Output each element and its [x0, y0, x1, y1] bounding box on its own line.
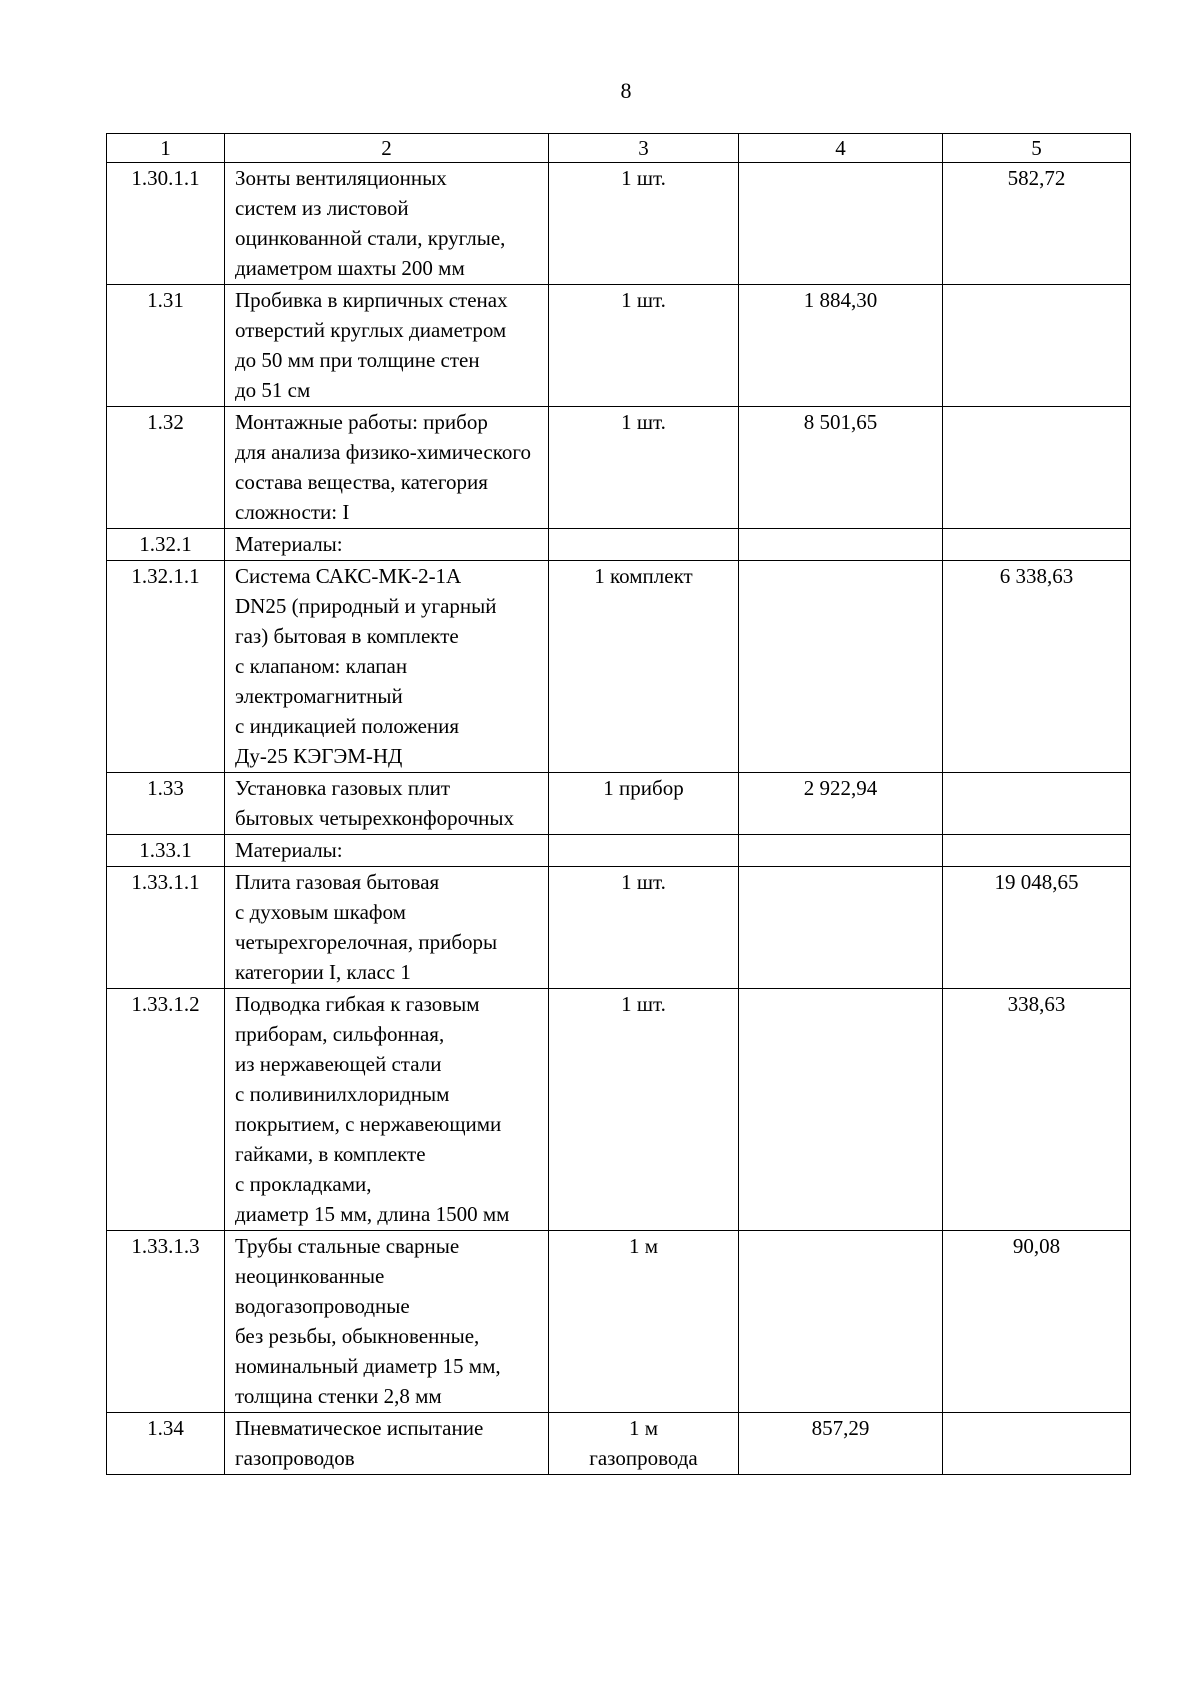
work-price-cell: [739, 773, 943, 835]
item-description-line: категории I, класс 1: [235, 960, 411, 984]
item-description-cell: [225, 773, 549, 835]
work-price-cell: [739, 835, 943, 867]
item-description-line: Пневматическое испытание: [235, 1416, 484, 1440]
item-code: 1.30.1.1: [131, 166, 200, 190]
item-code: 1.33.1.1: [131, 870, 200, 894]
item-description-line: Пробивка в кирпичных стенах: [235, 288, 508, 312]
item-description-line: для анализа физико-химического: [235, 440, 531, 464]
item-code: 1.33.1.3: [131, 1234, 200, 1258]
item-description-line: отверстий круглых диаметром: [235, 318, 507, 342]
item-unit-cell: [549, 529, 739, 561]
item-description-line: Установка газовых плит: [235, 776, 451, 800]
item-unit: 1 прибор: [603, 776, 684, 800]
work-price: 2 922,94: [803, 776, 878, 800]
work-price-cell: [739, 561, 943, 773]
item-description-line: гайками, в комплекте: [235, 1142, 426, 1166]
material-price-cell: [943, 835, 1131, 867]
item-description-line: с поливинилхлоридным: [235, 1082, 450, 1106]
item-unit-cell: [549, 407, 739, 529]
material-price-cell: [943, 773, 1131, 835]
table-row: [107, 561, 1131, 773]
work-price: 8 501,65: [803, 410, 878, 434]
item-unit-cell: [549, 867, 739, 989]
item-description-line: без резьбы, обыкновенные,: [235, 1324, 480, 1348]
item-code-cell: [107, 835, 225, 867]
table-body: [107, 163, 1131, 1475]
item-description-line: сложности: I: [235, 500, 350, 524]
material-price: 6 338,63: [999, 564, 1074, 588]
item-unit-cell: [549, 561, 739, 773]
item-code-cell: [107, 1231, 225, 1413]
work-price: 857,29: [811, 1416, 870, 1440]
material-price-cell: [943, 561, 1131, 773]
item-code: 1.32.1.1: [131, 564, 200, 588]
item-code: 1.33.1: [139, 838, 192, 862]
item-description-line: неоцинкованные: [235, 1264, 385, 1288]
item-unit-cell: [549, 773, 739, 835]
item-description-cell: [225, 163, 549, 285]
table-header-row: [107, 134, 1131, 163]
item-description-line: с индикацией положения: [235, 714, 460, 738]
work-price-cell: [739, 1413, 943, 1475]
item-description-cell: [225, 1231, 549, 1413]
work-price: 1 884,30: [803, 288, 878, 312]
item-description-line: с клапаном: клапан: [235, 654, 408, 678]
item-description-line: из нержавеющей стали: [235, 1052, 442, 1076]
column-header: 4: [739, 134, 943, 163]
item-description-line: Ду-25 КЭГЭМ-НД: [235, 744, 403, 768]
item-code-cell: [107, 407, 225, 529]
item-unit-cell: [549, 835, 739, 867]
item-description-cell: [225, 407, 549, 529]
material-price-cell: [943, 867, 1131, 989]
item-description-cell: [225, 285, 549, 407]
item-unit: 1 шт.: [621, 870, 666, 894]
material-price-cell: [943, 989, 1131, 1231]
item-unit: 1 комплект: [594, 564, 693, 588]
item-code-cell: [107, 773, 225, 835]
item-description-cell: [225, 867, 549, 989]
material-price-cell: [943, 407, 1131, 529]
item-code-cell: [107, 561, 225, 773]
item-code: 1.34: [147, 1416, 184, 1440]
table-row: [107, 773, 1131, 835]
material-price-cell: [943, 529, 1131, 561]
item-unit: 1 м: [628, 1234, 659, 1258]
work-price-cell: [739, 1231, 943, 1413]
item-description-line: диаметр 15 мм, длина 1500 мм: [235, 1202, 510, 1226]
material-price-cell: [943, 1231, 1131, 1413]
item-description-line: электромагнитный: [235, 684, 403, 708]
column-header: 3: [549, 134, 739, 163]
material-price-cell: [943, 285, 1131, 407]
item-description-cell: [225, 561, 549, 773]
work-price-cell: [739, 529, 943, 561]
table-row: [107, 989, 1131, 1231]
table-row: [107, 867, 1131, 989]
item-description-line: с духовым шкафом: [235, 900, 406, 924]
item-description-line: газопроводов: [235, 1446, 355, 1470]
item-unit: 1 шт.: [621, 992, 666, 1016]
item-code-cell: [107, 1413, 225, 1475]
work-price-cell: [739, 407, 943, 529]
material-price: 90,08: [1012, 1234, 1061, 1258]
item-description-line: Трубы стальные сварные: [235, 1234, 460, 1258]
item-description-line: газ) бытовая в комплекте: [235, 624, 459, 648]
item-description-line: приборам, сильфонная,: [235, 1022, 445, 1046]
work-price-cell: [739, 989, 943, 1231]
table-row: [107, 529, 1131, 561]
item-code-cell: [107, 285, 225, 407]
item-description-line: толщина стенки 2,8 мм: [235, 1384, 442, 1408]
item-description-line: покрытием, с нержавеющими: [235, 1112, 502, 1136]
material-price-cell: [943, 1413, 1131, 1475]
table-row: [107, 1231, 1131, 1413]
item-description-line: состава вещества, категория: [235, 470, 488, 494]
item-description-cell: [225, 529, 549, 561]
table-row: [107, 1413, 1131, 1475]
item-description-cell: [225, 989, 549, 1231]
item-description-line: номинальный диаметр 15 мм,: [235, 1354, 501, 1378]
item-unit-cell: [549, 285, 739, 407]
item-description-line: четырехгорелочная, приборы: [235, 930, 498, 954]
item-description-line: Подводка гибкая к газовым: [235, 992, 480, 1016]
item-description-line: диаметром шахты 200 мм: [235, 256, 465, 280]
item-description-line: Материалы:: [235, 532, 343, 556]
table-row: [107, 407, 1131, 529]
item-description-line: систем из листовой: [235, 196, 409, 220]
item-unit-cell: [549, 989, 739, 1231]
page-number: 8: [620, 78, 632, 103]
material-price: 582,72: [1007, 166, 1066, 190]
item-code: 1.32: [147, 410, 184, 434]
column-header: 2: [225, 134, 549, 163]
item-code: 1.31: [147, 288, 184, 312]
item-description-line: Монтажные работы: прибор: [235, 410, 488, 434]
work-price-cell: [739, 285, 943, 407]
price-table: [106, 133, 1131, 1475]
work-price-cell: [739, 867, 943, 989]
item-unit: 1 шт.: [621, 410, 666, 434]
item-unit-cell: [549, 1413, 739, 1475]
column-header: 1: [107, 134, 225, 163]
work-price-cell: [739, 163, 943, 285]
item-unit-cell: [549, 163, 739, 285]
table-row: [107, 285, 1131, 407]
material-price-cell: [943, 163, 1131, 285]
item-description-line: до 51 см: [235, 378, 311, 402]
item-description-line: оцинкованной стали, круглые,: [235, 226, 506, 250]
item-unit: 1 шт.: [621, 166, 666, 190]
item-code: 1.32.1: [139, 532, 192, 556]
item-code-cell: [107, 867, 225, 989]
item-unit-cell: [549, 1231, 739, 1413]
item-description-line: Материалы:: [235, 838, 343, 862]
item-description-line: Система САКС-МК-2-1А: [235, 564, 462, 588]
item-description-line: до 50 мм при толщине стен: [235, 348, 480, 372]
item-description-line: DN25 (природный и угарный: [235, 594, 497, 618]
item-description-line: Плита газовая бытовая: [235, 870, 440, 894]
column-header: 5: [943, 134, 1131, 163]
item-description-line: Зонты вентиляционных: [235, 166, 447, 190]
item-description-cell: [225, 835, 549, 867]
item-description-line: водогазопроводные: [235, 1294, 410, 1318]
material-price: 19 048,65: [994, 870, 1079, 894]
item-description-line: с прокладками,: [235, 1172, 372, 1196]
item-description-line: бытовых четырехконфорочных: [235, 806, 515, 830]
table-row: [107, 163, 1131, 285]
material-price: 338,63: [1007, 992, 1066, 1016]
item-code-cell: [107, 529, 225, 561]
item-code: 1.33.1.2: [131, 992, 200, 1016]
item-unit: 1 шт.: [621, 288, 666, 312]
item-description-cell: [225, 1413, 549, 1475]
item-unit: газопровода: [589, 1446, 698, 1470]
item-code-cell: [107, 989, 225, 1231]
item-unit: 1 м: [628, 1416, 659, 1440]
item-code-cell: [107, 163, 225, 285]
item-code: 1.33: [147, 776, 184, 800]
table-row: [107, 835, 1131, 867]
